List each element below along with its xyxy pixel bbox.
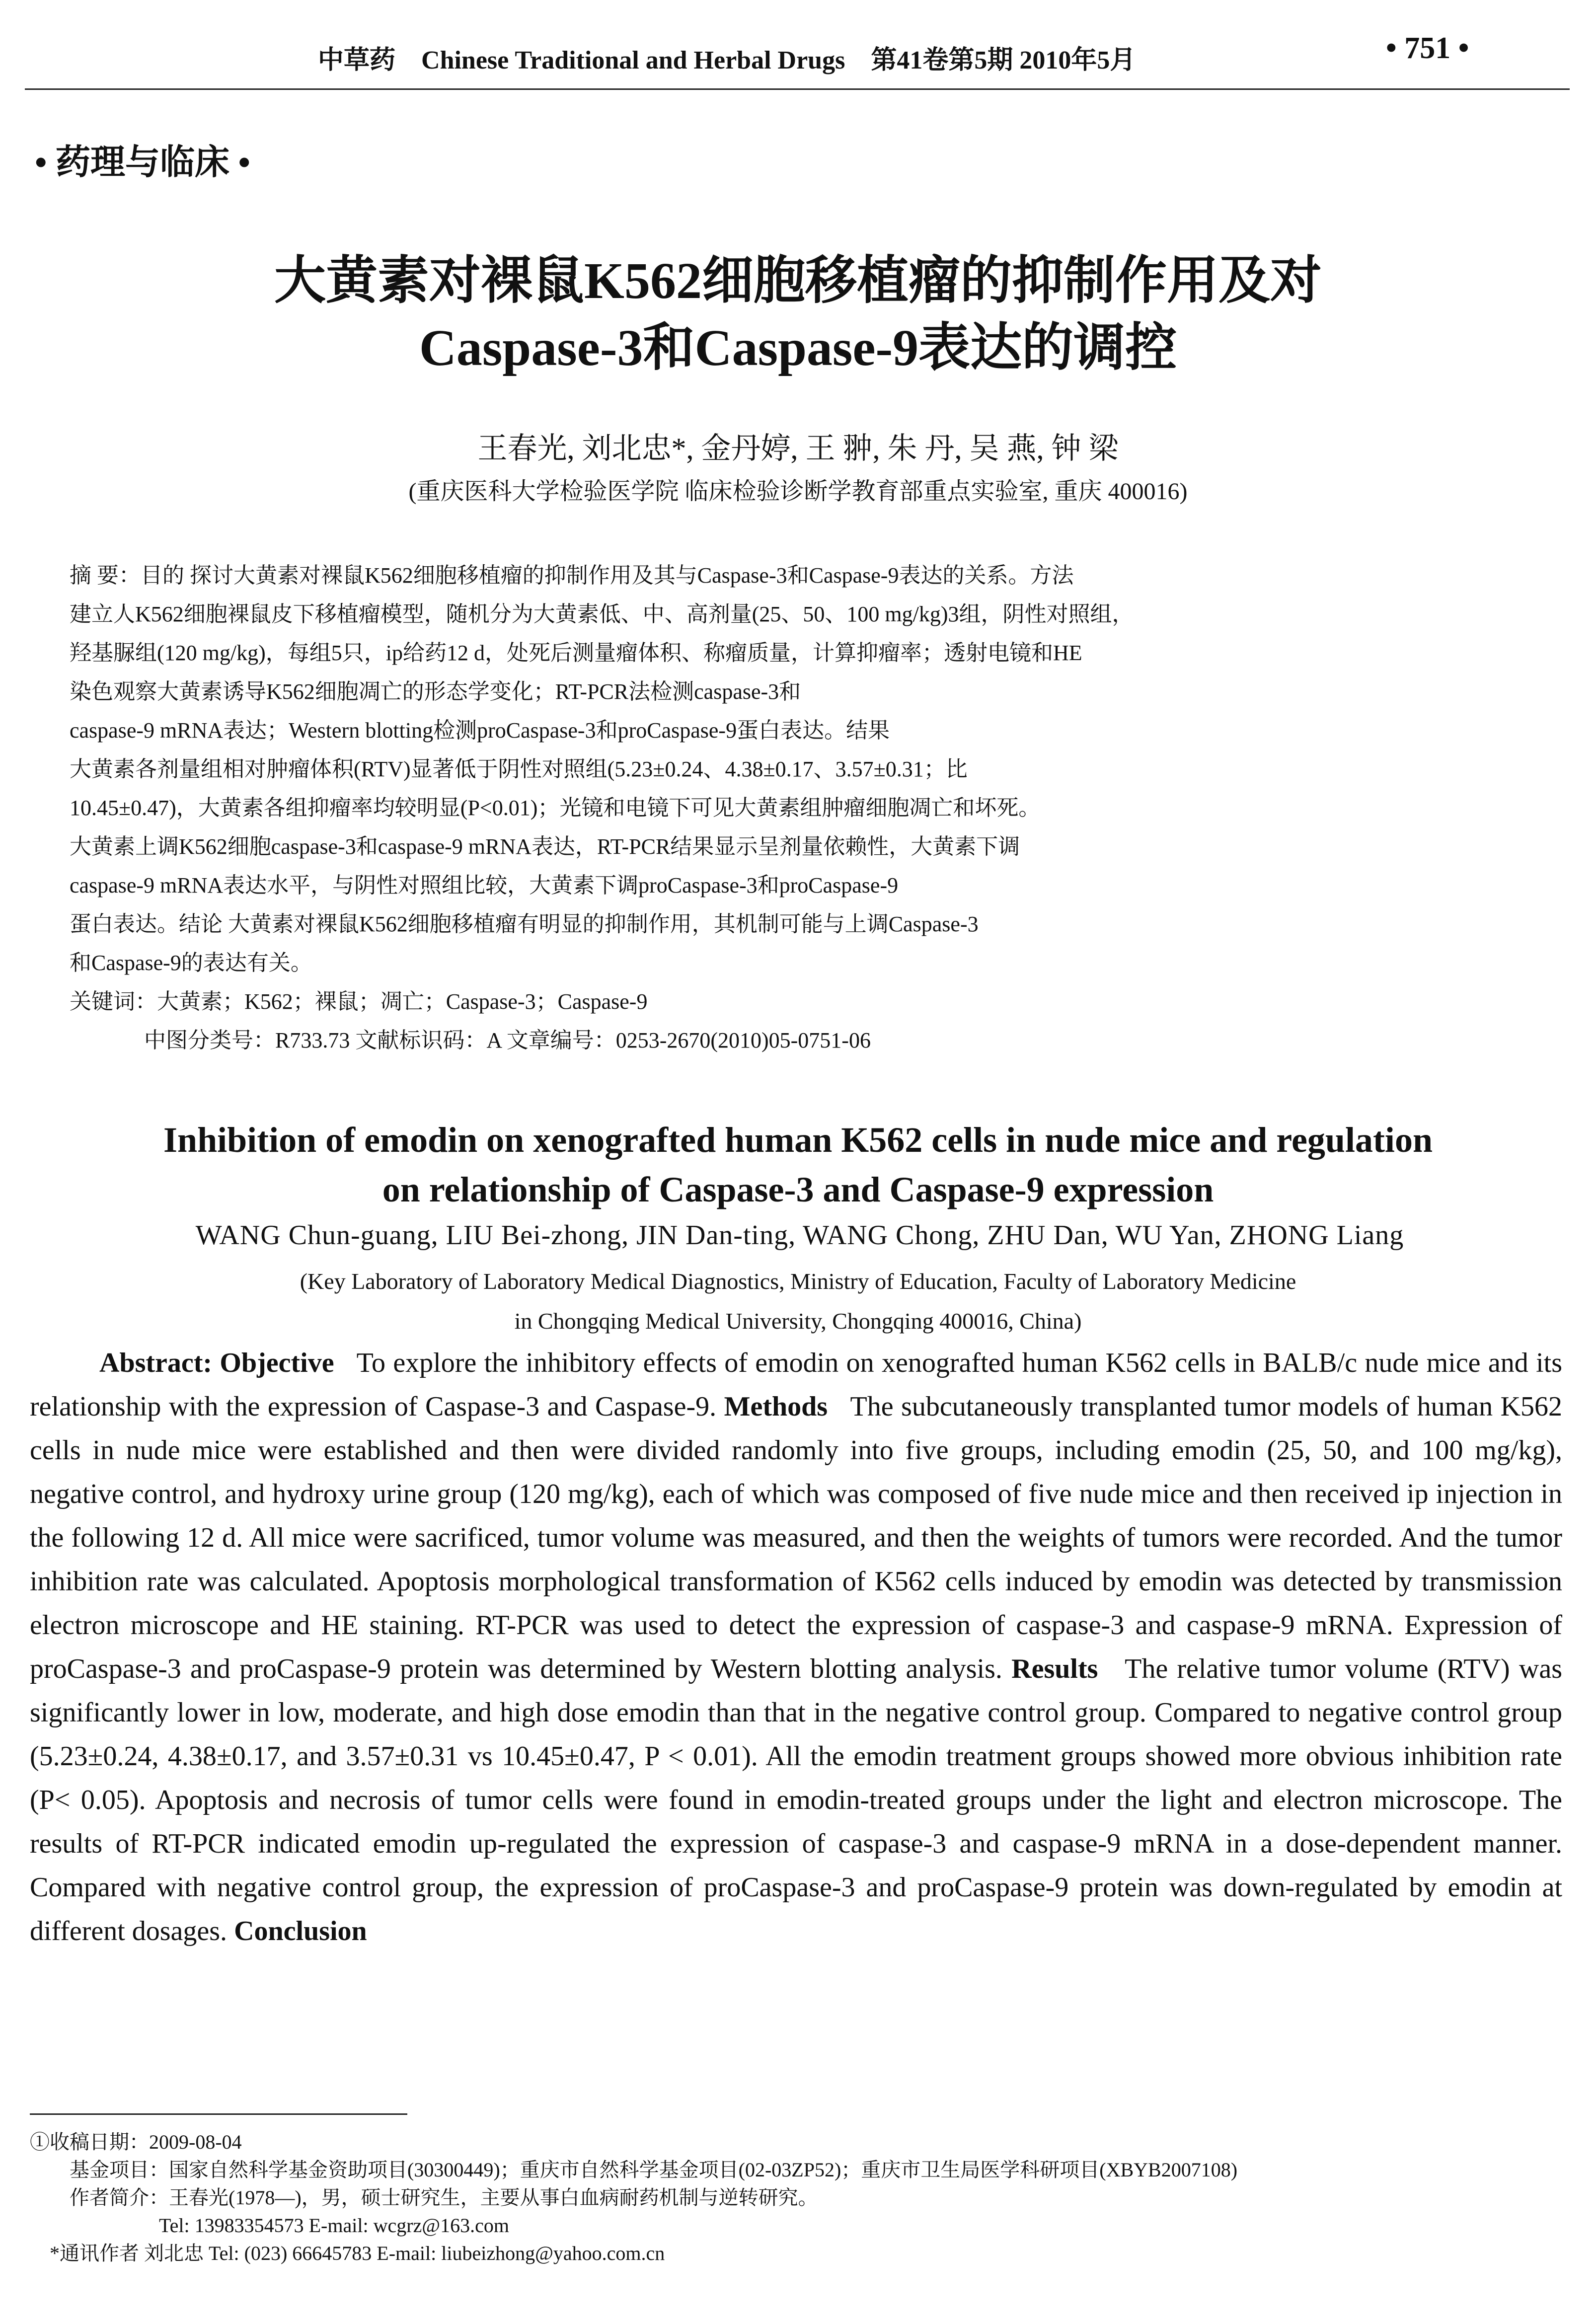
abstract-cn-line: 摘 要：目的 探讨大黄素对裸鼠K562细胞移植瘤的抑制作用及其与Caspase-3和Caspase-9表达的关系。方法 bbox=[70, 563, 1074, 588]
footnote-received: ①收稿日期：2009-08-04 bbox=[30, 2131, 242, 2153]
affiliation-en bbox=[0, 1262, 1596, 1341]
abstract-cn-line: 大黄素上调K562细胞caspase-3和caspase-9 mRNA表达，RT-PCR结果显示呈剂量依赖性，大黄素下调 bbox=[70, 834, 1020, 859]
footnote-author-bio: 作者简介：王春光(1978—)，男，硕士研究生，主要从事白血病耐药机制与逆转研究。 bbox=[70, 2186, 818, 2209]
affiliation-en-line2: in Chongqing Medical University, Chongqing 400016, China) bbox=[514, 1308, 1082, 1334]
title-cn-line1: 大黄素对裸鼠K562细胞移植瘤的抑制作用及对 bbox=[274, 252, 1322, 309]
results-label: Results bbox=[1011, 1653, 1098, 1684]
authors-en: WANG Chun-guang, LIU Bei-zhong, JIN Dan-ting, WANG Chong, ZHU Dan, WU Yan, ZHONG Liang bbox=[195, 1220, 1404, 1251]
title-en bbox=[0, 1115, 1596, 1214]
abstract-cn-line: 建立人K562细胞裸鼠皮下移植瘤模型，随机分为大黄素低、中、高剂量(25、50、100 mg/kg)3组，阴性对照组， bbox=[70, 602, 1134, 626]
affiliation-cn: (重庆医科大学检验医学院 临床检验诊断学教育部重点实验室, 重庆 400016) bbox=[408, 478, 1188, 505]
abstract-cn-line: 羟基脲组(120 mg/kg)，每组5只，ip给药12 d，处死后测量瘤体积、称瘤质量，计算抑瘤率；透射电镜和HE bbox=[70, 641, 1082, 665]
running-header bbox=[318, 39, 1136, 76]
footnote-author-contact: Tel: 13983354573 E-mail: wcgrz@163.com bbox=[159, 2214, 509, 2237]
objective-label: Objective bbox=[220, 1348, 334, 1378]
footnote-funding: 基金项目：国家自然科学基金资助项目(30300449)；重庆市自然科学基金项目(02-03ZP52)；重庆市卫生局医学科研项目(XBYB2007108) bbox=[70, 2159, 1238, 2181]
title-en-line1: Inhibition of emodin on xenografted human K562 cells in nude mice and regulation bbox=[163, 1120, 1433, 1160]
title-en-line2: on relationship of Caspase-3 and Caspase-9 expression bbox=[382, 1170, 1214, 1209]
title-cn-line2: Caspase-3和Caspase-9表达的调控 bbox=[419, 319, 1177, 376]
objective-text: To explore the inhibitory effects of emodin on xenografted human K562 cells in BALB/c nude mice and its relationship with the expression of Caspase-3 and Caspase-9. bbox=[30, 1348, 1562, 1422]
footnotes bbox=[30, 2128, 1570, 2267]
classification-cn: 中图分类号：R733.73 文献标识码：A 文章编号：0253-2670(2010)05-0751-06 bbox=[144, 1028, 871, 1052]
footnote-correspondence: *通讯作者 刘北忠 Tel: (023) 66645783 E-mail: liubeizhong@yahoo.com.cn bbox=[50, 2242, 665, 2264]
page-number: • 751 • bbox=[1386, 31, 1469, 65]
abstract-cn-line: 大黄素各剂量组相对肿瘤体积(RTV)显著低于阴性对照组(5.23±0.24、4.38±0.17、3.57±0.31；比 bbox=[70, 757, 968, 781]
abstract-cn-line: 和Caspase-9的表达有关。 bbox=[70, 951, 312, 975]
abstract-cn-line: 蛋白表达。结论 大黄素对裸鼠K562细胞移植瘤有明显的抑制作用，其机制可能与上调Caspase-3 bbox=[70, 912, 979, 936]
authors-cn: 王春光, 刘北忠*, 金丹婷, 王 翀, 朱 丹, 吴 燕, 钟 梁 bbox=[477, 432, 1119, 465]
results-text: The relative tumor volume (RTV) was significantly lower in low, moderate, and high dose emodin than that in the negative control group. Compared to negative control group (5.23±0.24, 4.38±0.17, and 3.57±0.31 vs 10.45±0.47, P < 0.01). All the emodin treatment groups showed more obvious inhibition rate (P< 0.05). Apoptosis and necrosis of tumor cells were found in emodin-treated groups under the light and electron microscope. The results of RT-PCR indicated emodin up-regulated the expression of caspase-3 and caspase-9 mRNA in a dose-dependent manner. Compared with negative control group, the expression of proCaspase-3 and proCaspase-9 protein was down-regulated by emodin at different dosages. bbox=[30, 1653, 1563, 1947]
header-rule bbox=[25, 88, 1570, 90]
keywords-cn: 关键词：大黄素；K562；裸鼠；凋亡；Caspase-3；Caspase-9 bbox=[70, 989, 648, 1014]
journal-en: Chinese Traditional and Herbal Drugs bbox=[421, 46, 845, 75]
abstract-cn-line: 染色观察大黄素诱导K562细胞凋亡的形态学变化；RT-PCR法检测caspase-3和 bbox=[70, 679, 801, 704]
abstract-label: Abstract: bbox=[99, 1348, 213, 1378]
journal-cn: 中草药 bbox=[318, 46, 396, 75]
affiliation-en-line1: (Key Laboratory of Laboratory Medical Diagnostics, Ministry of Education, Faculty of Laboratory Medicine bbox=[300, 1269, 1296, 1294]
abstract-cn bbox=[70, 556, 1535, 1060]
abstract-cn-line: 10.45±0.47)，大黄素各组抑瘤率均较明显(P<0.01)；光镜和电镜下可见大黄素组肿瘤细胞凋亡和坏死。 bbox=[70, 796, 1041, 820]
methods-label: Methods bbox=[724, 1391, 828, 1422]
abstract-en bbox=[30, 1341, 1562, 1953]
abstract-cn-line: caspase-9 mRNA表达水平，与阴性对照组比较，大黄素下调proCaspase-3和proCaspase-9 bbox=[70, 873, 899, 898]
column-tag: • 药理与临床 • bbox=[35, 144, 251, 182]
footnote-rule bbox=[30, 2113, 407, 2115]
conclusion-label: Conclusion bbox=[234, 1916, 367, 1947]
methods-text: The subcutaneously transplanted tumor models of human K562 cells in nude mice were established and then were divided randomly into five groups, including emodin (25, 50, and 100 mg/kg), negative control, and hydroxy urine group (120 mg/kg), each of which was composed of five nude mice and then received ip injection in the following 12 d. All mice were sacrificed, tumor volume was measured, and then the weights of tumors were recorded. And the tumor inhibition rate was calculated. Apoptosis morphological transformation of K562 cells induced by emodin was detected by transmission electron microscope and HE staining. RT-PCR was used to detect the expression of caspase-3 and caspase-9 mRNA. Expression of proCaspase-3 and proCaspase-9 protein was determined by Western blotting analysis. bbox=[30, 1391, 1563, 1684]
journal-issue: 第41卷第5期 2010年5月 bbox=[871, 46, 1136, 75]
abstract-cn-line: caspase-9 mRNA表达；Western blotting检测proCaspase-3和proCaspase-9蛋白表达。结果 bbox=[70, 718, 890, 743]
